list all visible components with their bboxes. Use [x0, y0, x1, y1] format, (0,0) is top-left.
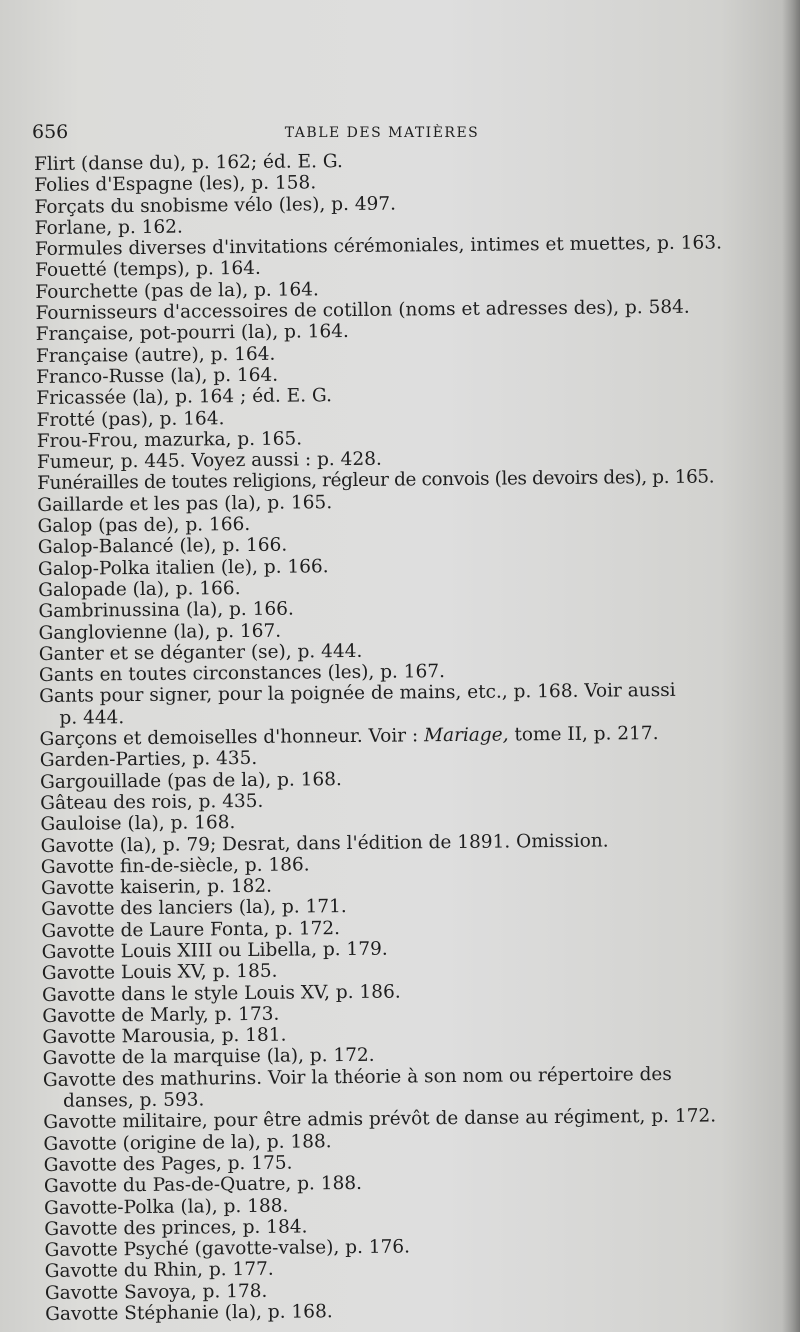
page-number: 656: [32, 121, 69, 143]
index-entry: Funérailles de toutes religions, régleur de convois (les devoirs des), p. 165.: [37, 466, 715, 495]
index-entry: Forçats du snobisme vélo (les), p. 497.: [34, 193, 397, 218]
index-entry: Gavotte des princes, p. 184.: [44, 1216, 308, 1240]
index-entry: Fouetté (temps), p. 164.: [35, 258, 261, 282]
index-entry: Gavotte des Pages, p. 175.: [43, 1152, 293, 1176]
mariage-ref-rest: tome II, p. 217.: [508, 723, 659, 746]
index-entry: Gargouillade (pas de la), p. 168.: [39, 768, 342, 793]
mariage-ref-italic: Mariage,: [424, 724, 509, 747]
index-entry: Gavotte Psyché (gavotte-valse), p. 176.: [44, 1236, 411, 1262]
mariage-ref-prefix: Garçons et demoiselles d'honneur. Voir :: [39, 725, 425, 750]
index-entries: [34, 147, 725, 1325]
index-entry: Ganter et se déganter (se), p. 444.: [38, 640, 363, 665]
index-entry: Gavotte Stéphanie (la), p. 168.: [45, 1301, 333, 1325]
index-entry: Gants pour signer, pour la poignée de mains, etc., p. 168. Voir aussi: [39, 680, 676, 708]
running-title: TABLE DES MATIÈRES: [284, 125, 480, 141]
index-entry-continuation: p. 444.: [59, 706, 125, 729]
index-entry: Galop-Polka italien (le), p. 166.: [37, 555, 329, 580]
index-entry: Frou-Frou, mazurka, p. 165.: [36, 428, 303, 452]
index-entry: Gavotte dans le style Louis XV, p. 186.: [41, 981, 401, 1006]
index-entry: Gavotte du Rhin, p. 177.: [44, 1259, 274, 1283]
index-entry: Galop (pas de), p. 166.: [37, 513, 251, 538]
index-entry: Gambrinussina (la), p. 166.: [38, 598, 294, 623]
index-entry: Gavotte kaiserin, p. 182.: [40, 875, 273, 900]
index-entry: Gavotte Savoya, p. 178.: [44, 1280, 268, 1304]
index-entry: Gâteau des rois, p. 435.: [40, 790, 264, 814]
index-entry: Gavotte Louis XIII ou Libella, p. 179.: [41, 938, 388, 963]
page-header: [32, 120, 732, 144]
index-entry-continuation: danses, p. 593.: [62, 1089, 205, 1112]
index-entry: Fumeur, p. 445. Voyez aussi : p. 428.: [36, 448, 382, 474]
index-entry: Gavotte fin-de-siècle, p. 186.: [40, 854, 310, 878]
index-entry: Franco-Russe (la), p. 164.: [36, 364, 279, 388]
index-entry: Formules diverses d'invitations cérémoniales, intimes et muettes, p. 163.: [34, 232, 723, 261]
index-entry: Gavotte Marousia, p. 181.: [42, 1024, 287, 1049]
index-entry: Gavotte de Marly, p. 173.: [42, 1003, 280, 1027]
index-entry: Française, pot-pourri (la), p. 164.: [35, 321, 349, 346]
index-entry: Gavotte Louis XV, p. 185.: [41, 960, 278, 985]
index-entry: Flirt (danse du), p. 162; éd. E. G.: [34, 151, 343, 175]
index-entry: Garden-Parties, p. 435.: [39, 748, 258, 772]
index-entry: Gavotte des lanciers (la), p. 171.: [41, 896, 347, 921]
index-entry: Galopade (la), p. 166.: [38, 577, 241, 601]
index-entry: Gavotte de Laure Fonta, p. 172.: [41, 917, 341, 942]
index-entry: Gavotte du Pas-de-Quatre, p. 188.: [43, 1173, 363, 1198]
index-entry: Gavotte (origine de la), p. 188.: [43, 1130, 332, 1155]
page-edge-shadow: [782, 0, 800, 1332]
index-entry: Française (autre), p. 164.: [35, 343, 276, 367]
index-entry: Gauloise (la), p. 168.: [40, 812, 236, 836]
index-entry: Gavotte des mathurins. Voir la théorie à son nom ou répertoire des: [42, 1063, 672, 1091]
index-entry: Galop-Balancé (le), p. 166.: [37, 534, 288, 559]
index-entry: Gavotte (la), p. 79; Desrat, dans l'édition de 1891. Omission.: [40, 830, 609, 857]
index-entry: Forlane, p. 162.: [34, 216, 183, 239]
index-entry: Gavotte militaire, pour être admis prévôt de danse au régiment, p. 172.: [43, 1105, 717, 1134]
index-entry: Ganglovienne (la), p. 167.: [38, 620, 282, 644]
index-entry: Fourchette (pas de la), p. 164.: [35, 279, 319, 303]
index-entry: Gaillarde et les pas (la), p. 165.: [37, 491, 333, 516]
index-entry: Fricassée (la), p. 164 ; éd. E. G.: [36, 385, 333, 410]
index-entry: Gants en toutes circonstances (les), p. 167.: [38, 661, 446, 687]
index-entry: Folies d'Espagne (les), p. 158.: [34, 172, 317, 197]
index-entry: Fournisseurs d'accessoires de cotillon (noms et adresses des), p. 584.: [35, 296, 690, 325]
index-entry: Gavotte de la marquise (la), p. 172.: [42, 1045, 375, 1070]
index-entry: Gavotte-Polka (la), p. 188.: [44, 1195, 289, 1219]
index-entry: Frotté (pas), p. 164.: [36, 407, 225, 431]
